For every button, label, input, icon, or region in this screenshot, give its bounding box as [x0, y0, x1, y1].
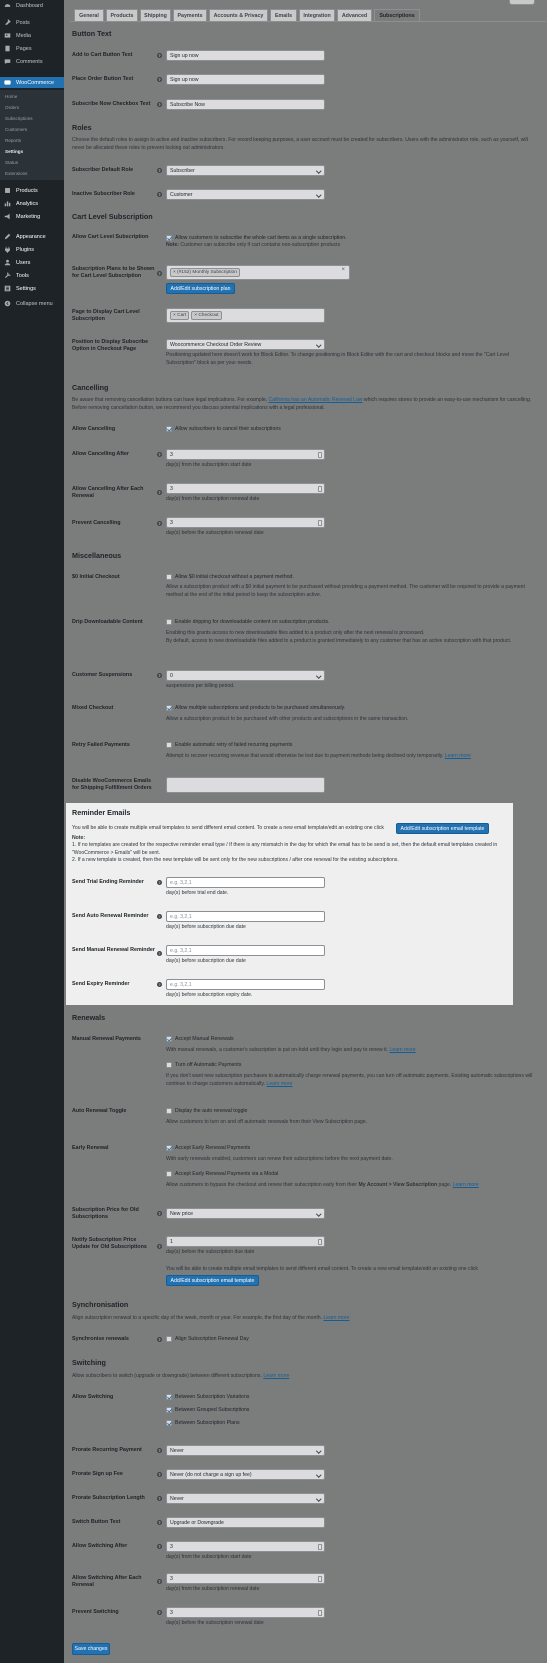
- retry-payments-checkbox[interactable]: [166, 742, 172, 748]
- menu-products[interactable]: [0, 185, 64, 196]
- input-value: 3: [170, 485, 173, 492]
- menu-marketing[interactable]: [0, 211, 64, 222]
- pin-icon: [4, 19, 11, 26]
- switch-plans-text: Between Subscription Plans: [175, 1420, 240, 1426]
- label-switch-after-each: Allow Switching After Each Renewal: [72, 1575, 142, 1588]
- label-retry-payments: Retry Failed Payments: [72, 742, 130, 748]
- label-sync-renewals: Synchronise renewals: [72, 1336, 129, 1342]
- trial-reminder-desc: day(s) before trial end date.: [166, 890, 229, 896]
- roles-description: Choose the default roles to assign to active and inactive subscribers. For record keeping purposes, a user account must be created for subscribers. Users with the administrator role, such as yourself, will never be allocated these roles to prevent locking out administrators.: [72, 137, 528, 151]
- prevent-cancelling-input[interactable]: [166, 517, 325, 528]
- submenu-home[interactable]: Home: [5, 94, 18, 99]
- label-allow-switching: Allow Switching: [72, 1394, 114, 1400]
- label-prevent-cancelling: Prevent Cancelling: [72, 520, 121, 526]
- manual-renewal-reminder-desc: day(s) before subscription due date: [166, 958, 246, 964]
- allow-cancelling-text: Allow subscribers to cancel their subscriptions: [175, 426, 281, 432]
- help-tip-icon[interactable]: ?: [158, 1337, 161, 1342]
- allow-cancelling-checkbox[interactable]: [166, 426, 172, 432]
- allow-cart-level-checkbox[interactable]: [166, 235, 172, 241]
- prorate-length-select[interactable]: Never: [166, 1493, 325, 1504]
- suspensions-select[interactable]: 0: [166, 670, 325, 681]
- menu-media[interactable]: [0, 30, 64, 41]
- note-text: Customer can subscribe only if cart contains non-subscription products: [179, 242, 341, 248]
- help-tip-icon[interactable]: ?: [158, 53, 161, 58]
- notify-price-desc-2: You will be able to create multiple email templates to send different email content. To create a new email template/edit an existing one click: [166, 1266, 478, 1272]
- accept-manual-renewals-checkbox[interactable]: [166, 1036, 172, 1042]
- switching-description: [72, 1373, 534, 1381]
- label-prorate-recurring: Prorate Recurring Payment: [72, 1447, 142, 1453]
- input-value: 3: [170, 1609, 173, 1616]
- box-icon: [4, 187, 11, 194]
- cancel-after-each-desc: day(s) from the subscription renewal date: [166, 496, 260, 502]
- inactive-role-select[interactable]: Customer: [166, 189, 325, 200]
- menu-label: Tools: [16, 272, 29, 279]
- mixed-checkout-checkbox[interactable]: [166, 705, 172, 711]
- desc-text: page.: [437, 1182, 452, 1188]
- learn-more-link[interactable]: Learn more: [444, 753, 471, 759]
- number-spinner-icon[interactable]: [318, 1544, 322, 1550]
- help-tip-icon[interactable]: ?: [158, 1520, 161, 1525]
- label-mixed-checkout: Mixed Checkout: [72, 705, 114, 711]
- tab-integration[interactable]: Integration: [299, 9, 335, 21]
- mixed-checkout-text: Allow multiple subscriptions and products to be purchased simultaneously.: [175, 705, 346, 711]
- menu-label: Marketing: [16, 213, 41, 220]
- label-position: Position to Display Subscribe Option in Checkout Page: [72, 339, 149, 352]
- reminder-note-label: Note:: [72, 835, 86, 841]
- sync-renewals-checkbox[interactable]: [166, 1336, 172, 1342]
- label-cancel-after: Allow Cancelling After: [72, 451, 130, 457]
- submenu-customers[interactable]: Customers: [5, 127, 28, 132]
- collapse-menu[interactable]: [0, 298, 64, 309]
- submenu-orders[interactable]: Orders: [5, 105, 20, 110]
- section-heading-cancelling: Cancelling: [72, 383, 109, 392]
- comment-icon: [4, 58, 11, 65]
- mixed-checkout-desc: Allow a subscription product to be purchased with other products and subscriptions in the same transaction.: [166, 716, 409, 722]
- learn-more-link[interactable]: Learn more: [389, 1047, 416, 1053]
- early-renewal-text: Accept Early Renewal Payments: [175, 1145, 251, 1151]
- notify-price-update-input[interactable]: [166, 1236, 325, 1247]
- section-heading-switching: Switching: [72, 1358, 106, 1367]
- reminder-intro: You will be able to create multiple email templates to send different email content. To create a new email template/edit an existing one click: [72, 825, 384, 831]
- switch-variations-text: Between Subscription Variations: [175, 1394, 250, 1400]
- label-auto-renewal-toggle: Auto Renewal Toggle: [72, 1108, 127, 1114]
- input-value: 1: [170, 1238, 173, 1245]
- tab-accounts-privacy[interactable]: Accounts & Privacy: [209, 9, 268, 21]
- tab-products[interactable]: Products: [106, 9, 138, 21]
- menu-appearance[interactable]: [0, 231, 64, 242]
- submenu-extensions[interactable]: Extensions: [5, 171, 28, 176]
- early-renewal-checkbox[interactable]: [166, 1145, 172, 1151]
- label-prorate-length: Prorate Subscription Length: [72, 1495, 145, 1501]
- media-icon: [4, 32, 11, 39]
- help-tip-icon[interactable]: ?: [158, 77, 161, 82]
- place-order-text-input[interactable]: Sign up now: [166, 74, 325, 85]
- section-heading-cart-level: Cart Level Subscription: [72, 212, 153, 221]
- reminder-note-2: 2. If a new template is created, then the new template will be sent only for the new subscriptions / after one renewal for the existing subscriptions.: [72, 857, 399, 863]
- suspensions-desc: suspensions per billing period.: [166, 683, 235, 689]
- desc-text: Allow customers to bypass the checkout and renew their subscription early from their: [166, 1182, 359, 1188]
- sync-renewals-text: Align Subscription Renewal Day: [175, 1336, 249, 1342]
- prorate-recurring-select[interactable]: Never: [166, 1445, 325, 1456]
- switch-grouped-checkbox[interactable]: [166, 1407, 172, 1413]
- menu-label: Users: [16, 259, 31, 266]
- switch-after-input[interactable]: [166, 1541, 325, 1552]
- desc-text: which requires stores to provide an easy-to-use mechanism for cancelling. Before removing cancellation button, we recommend you discuss potential implications with a legal professional.: [72, 397, 532, 411]
- label-drip-content: Drip Downloadable Content: [72, 619, 143, 625]
- menu-dashboard[interactable]: [0, 0, 64, 11]
- help-tip-icon[interactable]: ?: [158, 192, 161, 197]
- prevent-switching-input[interactable]: [166, 1607, 325, 1618]
- position-select[interactable]: Woocommerce Checkout Order Review: [166, 339, 325, 350]
- menu-label: WooCommerce: [16, 79, 55, 86]
- turn-off-auto-payments-text: Turn off Automatic Payments: [175, 1062, 242, 1068]
- label-allow-cart-level: Allow Cart Level Subscription: [72, 234, 149, 240]
- help-tip-icon[interactable]: ?: [158, 521, 161, 526]
- menu-label: Dashboard: [16, 2, 43, 9]
- drip-content-checkbox[interactable]: [166, 619, 172, 625]
- submenu-settings[interactable]: Settings: [5, 149, 24, 154]
- megaphone-icon: [4, 213, 11, 220]
- tag-label: Cart: [177, 313, 187, 318]
- menu-plugins[interactable]: [0, 244, 64, 255]
- switch-button-text-input[interactable]: Upgrade or Downgrade: [166, 1517, 325, 1528]
- menu-label: Analytics: [16, 200, 39, 207]
- input-value: 3: [170, 451, 173, 458]
- help-tip-icon[interactable]: ?: [158, 271, 161, 276]
- help-tip-icon[interactable]: ?: [158, 1579, 161, 1584]
- desc-text: Be aware that removing cancellation buttons can have legal implications. For example,: [72, 397, 269, 403]
- clear-selection-icon[interactable]: ×: [341, 267, 345, 273]
- disable-emails-input[interactable]: [166, 777, 325, 793]
- menu-woocommerce[interactable]: [0, 77, 64, 88]
- help-tip-icon[interactable]: ?: [158, 1610, 161, 1615]
- label-inactive-role: Inactive Subscriber Role: [72, 191, 135, 197]
- cancel-after-each-input[interactable]: [166, 483, 325, 494]
- sliders-icon: [4, 285, 11, 292]
- subscription-plans-multiselect[interactable]: [166, 265, 350, 280]
- tab-subscriptions[interactable]: Subscriptions: [374, 9, 420, 22]
- cancel-after-days-input[interactable]: [166, 449, 325, 460]
- learn-more-link[interactable]: Learn more: [263, 1373, 290, 1379]
- plan-tag-label: (#152) Monthly Subscription: [177, 270, 237, 275]
- help-tip-icon[interactable]: ?: [158, 490, 161, 495]
- label-add-to-cart-text: Add to Cart Button Text: [72, 52, 133, 58]
- section-heading-button-text: Button Text: [72, 29, 112, 38]
- switch-grouped-text: Between Grouped Subscriptions: [175, 1407, 250, 1413]
- menu-label: Collapse menu: [16, 300, 53, 307]
- label-switch-button-text: Switch Button Text: [72, 1519, 121, 1525]
- label-display-page: Page to Display Cart Level Subscription: [72, 309, 140, 322]
- number-spinner-icon[interactable]: [318, 452, 322, 458]
- early-renewal-modal-checkbox[interactable]: [166, 1171, 172, 1177]
- page-tag-checkout[interactable]: × Checkout: [191, 311, 221, 320]
- retry-payments-desc: [166, 753, 536, 761]
- accept-manual-desc: [166, 1047, 536, 1055]
- collapse-arrow-icon: [4, 300, 11, 307]
- menu-comments[interactable]: [0, 56, 64, 67]
- cancelling-description: [72, 397, 534, 412]
- help-tip-icon[interactable]: ?: [158, 982, 161, 987]
- desc-bold: My Account > View Subscription: [358, 1182, 438, 1188]
- menu-label: Pages: [16, 45, 32, 52]
- learn-more-link[interactable]: Learn more: [266, 1080, 293, 1087]
- menu-label: Posts: [16, 19, 30, 26]
- selected-plan-tag[interactable]: × (#152) Monthly Subscription: [170, 268, 240, 277]
- number-spinner-icon[interactable]: [318, 1610, 322, 1616]
- switch-after-each-input[interactable]: [166, 1573, 325, 1584]
- plug-icon: [4, 246, 11, 253]
- tab-shipping[interactable]: Shipping: [140, 9, 171, 21]
- tab-advanced[interactable]: Advanced: [337, 9, 372, 21]
- position-description: Positioning updated here doesn't work for Block Editor. To change positioning in Block Editor with the cart and checkout blocks and move the "Cart Level Subscription" block as per your needs.: [166, 352, 510, 366]
- help-tip-icon[interactable]: ?: [158, 880, 161, 885]
- default-role-select[interactable]: Subscriber: [166, 165, 325, 176]
- help-tip-icon[interactable]: ?: [158, 914, 161, 919]
- drip-desc-1: Enabling this grants access to new downloadable files added to a product only after the next renewal is processed.: [166, 630, 425, 636]
- expiry-reminder-input[interactable]: e.g. 3,2,1: [166, 979, 325, 990]
- menu-label: Settings: [16, 285, 36, 292]
- brush-icon: [4, 233, 11, 240]
- add-edit-email-template-button[interactable]: Add/Edit subscription email template: [396, 823, 489, 834]
- section-heading-sync: Synchronisation: [72, 1300, 129, 1309]
- woocommerce-icon: [4, 79, 11, 86]
- label-manual-renewal-payments: Manual Renewal Payments: [72, 1036, 141, 1042]
- label-manual-renewal-reminder: Send Manual Renewal Reminder: [72, 947, 155, 953]
- help-tip-icon[interactable]: ?: [158, 1544, 161, 1549]
- label-default-role: Subscriber Default Role: [72, 167, 134, 173]
- dashboard-icon: [4, 2, 11, 9]
- desc-text: If you don't want new subscription purchases to automatically charge renewal payments, you can turn off automatic payments. Existing automatic subscriptions will continue to charge customers automatically.: [166, 1073, 533, 1087]
- label-zero-checkout: $0 Initial Checkout: [72, 574, 120, 580]
- label-early-renewal: Early Renewal: [72, 1145, 109, 1151]
- help-tip-icon[interactable]: ?: [158, 1244, 161, 1249]
- label-subscribe-now-text: Subscribe Now Checkbox Text: [72, 101, 151, 107]
- tab-divider: [70, 21, 546, 22]
- label-old-sub-price: Subscription Price for Old Subscriptions: [72, 1207, 139, 1220]
- submenu-reports[interactable]: Reports: [5, 138, 22, 143]
- add-edit-email-template-button-2[interactable]: Add/Edit subscription email template: [166, 1275, 259, 1286]
- prevent-switching-desc: day(s) before the subscription renewal date: [166, 1620, 264, 1626]
- label-disable-emails: Disable WooCommerce Emails for Shipping Fulfillment Orders: [72, 778, 152, 791]
- old-sub-price-select[interactable]: New price: [166, 1208, 325, 1219]
- submenu-subscriptions[interactable]: Subscriptions: [5, 116, 33, 121]
- help-tip-icon[interactable]: ?: [158, 1472, 161, 1477]
- help-tip-icon[interactable]: ?: [158, 168, 161, 173]
- trial-reminder-input[interactable]: e.g. 3,2,1: [166, 877, 325, 888]
- label-trial-reminder: Send Trial Ending Reminder: [72, 879, 144, 885]
- woocommerce-submenu: [0, 90, 64, 180]
- label-subscription-plans: Subscription Plans to be Shown for Cart Level Subscription: [72, 266, 155, 279]
- bar-chart-icon: [4, 200, 11, 207]
- tab-general[interactable]: General: [74, 9, 104, 21]
- zero-checkout-desc: Allow a subscription product with a $0 initial payment to be purchased without providing a payment method. The customer will be required to provide a payment method at the end of the initial period to keep the subscription active.: [166, 584, 525, 598]
- help-tip-icon[interactable]: ?: [158, 1448, 161, 1453]
- accept-manual-renewals-text: Accept Manual Renewals: [175, 1036, 234, 1042]
- section-heading-renewals: Renewals: [72, 1013, 106, 1022]
- sync-description: [72, 1315, 534, 1323]
- help-tip-icon[interactable]: ?: [158, 102, 161, 107]
- help-tip-icon[interactable]: ?: [158, 1496, 161, 1501]
- number-spinner-icon[interactable]: [318, 520, 322, 526]
- note-label: Note:: [166, 242, 180, 248]
- help-tip-icon[interactable]: ?: [158, 452, 161, 457]
- help-tip-icon[interactable]: ?: [158, 951, 161, 956]
- subscribe-now-text-input[interactable]: Subscribe Now: [166, 99, 325, 110]
- turn-off-auto-payments-checkbox[interactable]: [166, 1062, 172, 1068]
- page-tag-cart[interactable]: × Cart: [170, 311, 189, 320]
- drip-desc-2: By default, access to new downloadable files added to a product is granted immediately to any customer that has an active subscription with that product.: [166, 638, 512, 644]
- tab-emails[interactable]: Emails: [270, 9, 297, 21]
- label-customer-suspensions: Customer Suspensions: [72, 672, 133, 678]
- menu-pages[interactable]: [0, 43, 64, 54]
- menu-tools[interactable]: [0, 270, 64, 281]
- input-value: 3: [170, 519, 173, 526]
- add-to-cart-text-input[interactable]: Sign up now: [166, 50, 325, 61]
- section-heading-roles: Roles: [72, 123, 92, 132]
- reminder-note-1: 1. If no templates are created for the respective reminder email type / If there is any mismatch in the day for which the email has to be send is set, then the default email templates created in "WooCommerce > Emails" will be sent.: [72, 842, 498, 856]
- label-switch-after: Allow Switching After: [72, 1543, 128, 1549]
- page-icon: [4, 45, 11, 52]
- label-place-order-text: Place Order Button Text: [72, 76, 134, 82]
- number-spinner-icon[interactable]: [318, 1576, 322, 1582]
- auto-renewal-reminder-desc: day(s) before subscription due date: [166, 924, 246, 930]
- menu-label: Comments: [16, 58, 43, 65]
- menu-settings[interactable]: [0, 283, 64, 294]
- label-cancel-after-each: Allow Cancelling After Each Renewal: [72, 486, 144, 499]
- cart-level-note: [166, 242, 536, 250]
- number-spinner-icon[interactable]: [318, 1239, 322, 1245]
- tag-label: Checkout: [198, 313, 219, 318]
- prorate-fee-select[interactable]: Never (do not charge a sign up fee): [166, 1469, 325, 1480]
- learn-more-link[interactable]: Learn more: [452, 1182, 479, 1188]
- retry-payments-text: Enable automatic retry of failed recurring payments: [175, 742, 293, 748]
- admin-sidebar: [0, 0, 64, 1663]
- save-changes-button[interactable]: Save changes: [72, 1643, 110, 1655]
- menu-label: Products: [16, 187, 38, 194]
- label-prorate-fee: Prorate Sign up Fee: [72, 1471, 123, 1477]
- label-notify-price-update: Notify Subscription Price Update for Old Subscriptions: [72, 1237, 147, 1250]
- menu-label: Plugins: [16, 246, 35, 253]
- expiry-reminder-desc: day(s) before subscription expiry date.: [166, 992, 253, 998]
- prevent-cancelling-desc: day(s) before the subscription renewal date: [166, 530, 264, 536]
- input-value: 3: [170, 1543, 173, 1550]
- auto-renewal-law-link[interactable]: California has an Automatic Renewal Law: [268, 397, 363, 403]
- switch-variations-checkbox[interactable]: [166, 1394, 172, 1400]
- notify-price-desc: day(s) before the subscription due date: [166, 1249, 255, 1255]
- auto-renewal-toggle-checkbox[interactable]: [166, 1108, 172, 1114]
- label-auto-renewal-reminder: Send Auto Renewal Reminder: [72, 913, 149, 919]
- early-renewal-desc: With early renewals enabled, customers can renew their subscriptions before the next payment date.: [166, 1156, 393, 1162]
- zero-checkout-checkbox[interactable]: [166, 574, 172, 580]
- user-icon: [4, 259, 11, 266]
- switch-plans-checkbox[interactable]: [166, 1420, 172, 1426]
- number-spinner-icon[interactable]: [318, 486, 322, 492]
- auto-renewal-reminder-input[interactable]: e.g. 3,2,1: [166, 911, 325, 922]
- auto-renewal-toggle-desc: Allow customers to turn on and off automatic renewals from their View Subscription page.: [166, 1119, 368, 1125]
- auto-renewal-toggle-text: Display the auto renewal toggle: [175, 1108, 248, 1114]
- add-edit-plan-button[interactable]: Add/Edit subscription plan: [166, 283, 235, 294]
- desc-text: Attempt to recover recurring revenue that would otherwise be lost due to payment methods being declined only temporarily.: [166, 753, 444, 759]
- menu-posts[interactable]: [0, 17, 64, 28]
- label-prevent-switching: Prevent Switching: [72, 1609, 119, 1615]
- help-tab-button[interactable]: [509, 0, 535, 5]
- tab-payments[interactable]: Payments: [173, 9, 207, 21]
- label-allow-cancelling: Allow Cancelling: [72, 426, 116, 432]
- cancel-after-desc: day(s) from the subscription start date: [166, 462, 252, 468]
- switch-after-each-desc: day(s) from the subscription renewal date: [166, 1586, 260, 1592]
- wrench-icon: [4, 272, 11, 279]
- early-renewal-modal-text: Accept Early Renewal Payments via a Modal: [175, 1171, 279, 1177]
- section-heading-misc: Miscellaneous: [72, 551, 122, 560]
- display-page-multiselect[interactable]: [166, 308, 325, 323]
- label-expiry-reminder: Send Expiry Reminder: [72, 981, 130, 987]
- desc-text: Align subscription renewal to a specific day of the week, month or year. For example, the first day of the month.: [72, 1315, 323, 1321]
- menu-users[interactable]: [0, 257, 64, 268]
- early-renewal-modal-desc: [166, 1182, 536, 1190]
- help-tip-icon[interactable]: ?: [158, 1211, 161, 1216]
- manual-renewal-reminder-input[interactable]: e.g. 3,2,1: [166, 945, 325, 956]
- learn-more-link[interactable]: Learn more: [323, 1315, 350, 1321]
- turn-off-desc: [166, 1073, 536, 1088]
- desc-text: Allow subscribers to switch (upgrade or downgrade) between different subscriptions.: [72, 1373, 262, 1379]
- switch-after-desc: day(s) from the subscription start date: [166, 1554, 252, 1560]
- menu-label: Appearance: [16, 233, 46, 240]
- allow-cart-level-text: Allow customers to subscribe the whole cart items as a single subscription.: [175, 235, 347, 241]
- help-tip-icon[interactable]: ?: [158, 673, 161, 678]
- menu-analytics[interactable]: [0, 198, 64, 209]
- section-heading-reminder: Reminder Emails: [72, 808, 131, 817]
- desc-text: With manual renewals, a customer's subscription is put on-hold until they login and pay to renew it.: [166, 1047, 389, 1053]
- menu-label: Media: [16, 32, 31, 39]
- submenu-status[interactable]: Status: [5, 160, 19, 165]
- input-value: 3: [170, 1575, 173, 1582]
- zero-checkout-text: Allow $0 initial checkout without a payment method.: [175, 574, 294, 580]
- drip-content-text: Enable dripping for downloadable content on subscription products.: [175, 619, 330, 625]
